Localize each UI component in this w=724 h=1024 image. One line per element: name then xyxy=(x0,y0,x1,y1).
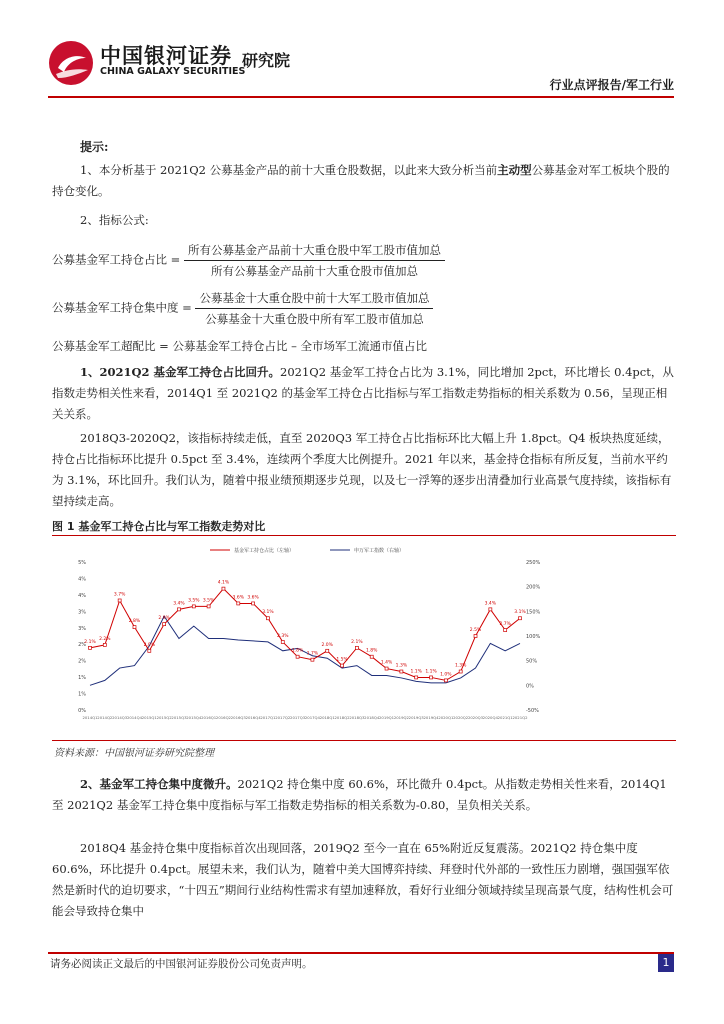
left-tick-label: 1% xyxy=(78,691,86,698)
formula-overweight: 公募基金军工超配比 = 公募基金军工持仓占比 – 全市场军工流通市值占比 xyxy=(52,339,428,353)
left-tick-label: 0% xyxy=(78,708,86,714)
x-tick-label: 2019Q2 xyxy=(393,715,409,720)
holding-point xyxy=(444,679,447,682)
holding-point xyxy=(118,599,121,602)
holding-point xyxy=(370,655,373,658)
holding-point-label: 2.3% xyxy=(277,633,289,639)
left-tick-label: 3% xyxy=(78,609,86,616)
galaxy-logo-icon xyxy=(48,40,94,86)
legend-label-holding: 基金军工持仓占比（左轴） xyxy=(234,548,295,554)
tips-title: 提示: xyxy=(80,140,109,154)
x-tick-label: 2021Q2 xyxy=(512,715,528,720)
figure-title: 图 1 基金军工持仓占比与军工指数走势对比 xyxy=(52,520,266,533)
brand-name-en: CHINA GALAXY SECURITIES xyxy=(100,66,246,77)
x-tick-label: 2020Q1 xyxy=(438,715,454,720)
x-tick-label: 2019Q4 xyxy=(423,715,439,720)
x-tick-label: 2015Q4 xyxy=(186,715,202,720)
x-tick-label: 2018Q4 xyxy=(364,715,380,720)
right-tick-label: 200% xyxy=(526,584,541,591)
holding-point-label: 3.5% xyxy=(188,598,200,604)
holding-point-label: 1.4% xyxy=(380,660,393,666)
holding-point xyxy=(296,655,299,658)
holding-point xyxy=(489,608,492,611)
holding-point xyxy=(341,664,344,667)
header-divider xyxy=(48,96,674,98)
left-tick-label: 3% xyxy=(78,625,86,632)
x-tick-label: 2021Q1 xyxy=(497,715,513,720)
holding-point-label: 2.2% xyxy=(99,636,111,642)
legend-label-index: 申万军工指数（右轴） xyxy=(354,548,405,554)
holding-point-label: 1.7% xyxy=(306,651,319,657)
footer-disclaimer: 请务必阅读正文最后的中国银河证券股份公司免责声明。 xyxy=(50,958,313,970)
left-tick-label: 2% xyxy=(78,658,86,665)
right-tick-label: 50% xyxy=(526,658,538,665)
holding-point-label: 2.0% xyxy=(321,642,333,648)
x-tick-label: 2020Q3 xyxy=(467,715,484,720)
holding-point xyxy=(415,676,418,679)
x-tick-label: 2014Q2 xyxy=(97,715,113,720)
right-tick-label: -50% xyxy=(526,708,539,714)
x-tick-label: 2020Q2 xyxy=(453,715,469,720)
holding-point xyxy=(474,635,477,638)
holding-point xyxy=(103,643,106,646)
left-tick-label: 1% xyxy=(78,675,86,682)
holding-point xyxy=(207,605,210,608)
footer-divider xyxy=(48,952,674,954)
institute-label: 研究院 xyxy=(242,51,291,70)
holding-point xyxy=(430,676,433,679)
holding-point-label: 1.8% xyxy=(366,648,378,654)
x-tick-label: 2017Q2 xyxy=(275,715,291,720)
holding-point xyxy=(252,602,255,605)
section-2-para-1: 2、基金军工持仓集中度微升。2021Q2 持仓集中度 60.6%，环比微升 0.4pct。从指数走势相关性来看，2014Q1 至 2021Q2 基金军工持仓集中度指标与军工指数走势指标的相关系数为-0.80，呈负相关关系。 xyxy=(52,777,667,812)
holding-point-label: 2.8% xyxy=(128,619,141,625)
holding-point xyxy=(237,602,240,605)
page-number: 1 xyxy=(658,954,674,972)
x-tick-label: 2016Q3 xyxy=(230,715,246,720)
holding-ratio-chart xyxy=(60,540,550,735)
x-tick-label: 2018Q2 xyxy=(334,715,350,720)
x-tick-label: 2017Q4 xyxy=(304,715,320,720)
holding-point xyxy=(311,658,314,661)
holding-point xyxy=(326,649,329,652)
tips-item-2: 2、指标公式: xyxy=(80,213,149,227)
x-tick-label: 2014Q3 xyxy=(112,715,128,720)
holding-point-label: 2.1% xyxy=(84,639,96,645)
holding-point xyxy=(148,649,151,652)
holding-point xyxy=(459,670,462,673)
section-1-para-1: 1、2021Q2 基金军工持仓占比回升。2021Q2 基金军工持仓占比为 3.1%，同比增加 2pct，环比增长 0.4pct，从指数走势相关性来看，2014Q1 至 2021Q2 的基金军工持仓占比指标与军工指数走势指标的相关系数为 0.56，呈现正相关关系。 xyxy=(52,365,674,421)
figure-source: 资料来源：中国银河证券研究院整理 xyxy=(54,748,214,759)
x-tick-label: 2020Q4 xyxy=(482,715,498,720)
holding-point-label: 1.5% xyxy=(336,657,348,663)
holding-point xyxy=(192,605,195,608)
report-category: 行业点评报告/军工行业 xyxy=(549,78,674,92)
holding-point xyxy=(133,626,136,629)
x-tick-label: 2014Q4 xyxy=(126,715,143,720)
holding-point xyxy=(504,629,507,632)
holding-point xyxy=(177,608,180,611)
holding-point-label: 2.7% xyxy=(499,622,511,628)
holding-point xyxy=(222,587,225,590)
left-tick-label: 5% xyxy=(78,560,86,566)
x-tick-label: 2015Q2 xyxy=(156,715,172,720)
x-tick-label: 2016Q1 xyxy=(201,715,217,720)
holding-point-label: 3.1% xyxy=(262,610,274,616)
holding-point xyxy=(519,617,522,620)
x-tick-label: 2016Q2 xyxy=(215,715,231,720)
holding-point xyxy=(385,667,388,670)
left-tick-label: 4% xyxy=(78,576,86,583)
x-tick-label: 2018Q1 xyxy=(319,715,335,720)
x-tick-label: 2015Q1 xyxy=(141,715,157,720)
holding-point xyxy=(400,670,403,673)
left-tick-label: 2% xyxy=(78,642,86,649)
holding-point xyxy=(355,646,358,649)
holding-point-label: 3.4% xyxy=(484,601,497,607)
x-tick-label: 2016Q4 xyxy=(245,715,261,720)
section-2-para-2: 2018Q4 基金持仓集中度指标首次出现回落，2019Q2 至今一直在 65%附近反复震荡。2021Q2 持仓集中度 60.6%，环比提升 0.4pct。展望未来，我们认为，随着中美大国博弈持续、拜登时代外部的一致性压力剧增，强国强军依然是新时代的迫切要求，“十四五”期间行业结构性需求有望加速释放，看好行业细分领域持续呈现高景气度，结构性机会可能会导致持仓集中 xyxy=(52,841,674,918)
x-tick-label: 2017Q1 xyxy=(260,715,276,720)
holding-point-label: 3.6% xyxy=(247,595,259,601)
holding-point-label: 1.1% xyxy=(410,669,422,675)
formula-concentration: 公募基金军工持仓集中度 = $\frac{\text{公募基金十大重仓股中前十大军工股市值加总}}{\text{公募基金十大重仓股中所有军工股市值加总}}$ xyxy=(52,290,433,327)
holding-point-label: 4.1% xyxy=(217,580,230,586)
figure-bottom-rule xyxy=(52,740,676,741)
right-tick-label: 100% xyxy=(526,634,541,640)
holding-point xyxy=(89,646,92,649)
tips-item-1: 1、本分析基于 2021Q2 公募基金产品的前十大重仓股数据，以此来大致分析当前主动型公募基金对军工板块个股的持仓变化。 xyxy=(52,163,670,198)
holding-point-label: 1.8% xyxy=(291,648,304,654)
holding-point-label: 2.0% xyxy=(143,642,156,648)
holding-point-label: 3.6% xyxy=(232,595,244,601)
holding-point-label: 1.3% xyxy=(454,663,467,669)
brand-name-cn: 中国银河证券 xyxy=(100,44,232,68)
holding-point-label: 2.9% xyxy=(158,616,170,622)
holding-point-label: 3.1% xyxy=(514,610,526,616)
holding-point-label: 2.1% xyxy=(351,639,363,645)
holding-point xyxy=(163,623,166,626)
holding-point-label: 1.0% xyxy=(440,672,452,678)
section-1-para-2: 2018Q3-2020Q2，该指标持续走低，直至 2020Q3 军工持仓占比指标环比大幅上升 1.8pct。Q4 板块热度延续，持仓占比指标环比提升 0.5pct 至 3.4%，连续两个季度大比例提升。2021 年以来，基金持仓指标有所反复，当前水平约为 3.1%，环比回升。我们认为，随着中报业绩预期逐步兑现，以及七一浮筹的逐步出清叠加行业高景气度持续，该指标有望持续走高。 xyxy=(52,431,672,508)
x-tick-label: 2017Q3 xyxy=(290,715,306,720)
holding-point-label: 2.5% xyxy=(469,628,482,633)
holding-point-label: 3.4% xyxy=(173,601,185,607)
formula-holding-ratio: 公募基金军工持仓占比 = $\frac{\text{所有公募基金产品前十大重仓股中军工股市值加总}}{\text{所有公募基金产品前十大重仓股市值加总}}$ xyxy=(52,242,445,279)
x-tick-label: 2018Q3 xyxy=(349,715,365,720)
holding-point-label: 1.3% xyxy=(395,663,408,669)
right-tick-label: 150% xyxy=(526,609,541,616)
figure-top-rule xyxy=(52,535,676,536)
holding-point xyxy=(281,640,284,643)
holding-point xyxy=(266,617,269,620)
holding-point-label: 1.1% xyxy=(425,669,437,675)
right-tick-label: 250% xyxy=(526,560,541,566)
x-tick-label: 2019Q3 xyxy=(408,715,424,720)
x-tick-label: 2019Q1 xyxy=(379,715,395,720)
x-tick-label: 2015Q3 xyxy=(171,715,187,720)
x-tick-label: 2014Q1 xyxy=(82,715,98,720)
holding-point-label: 3.7% xyxy=(113,592,126,598)
left-tick-label: 4% xyxy=(78,592,86,599)
right-tick-label: 0% xyxy=(526,683,534,690)
holding-point-label: 3.5% xyxy=(202,598,215,604)
